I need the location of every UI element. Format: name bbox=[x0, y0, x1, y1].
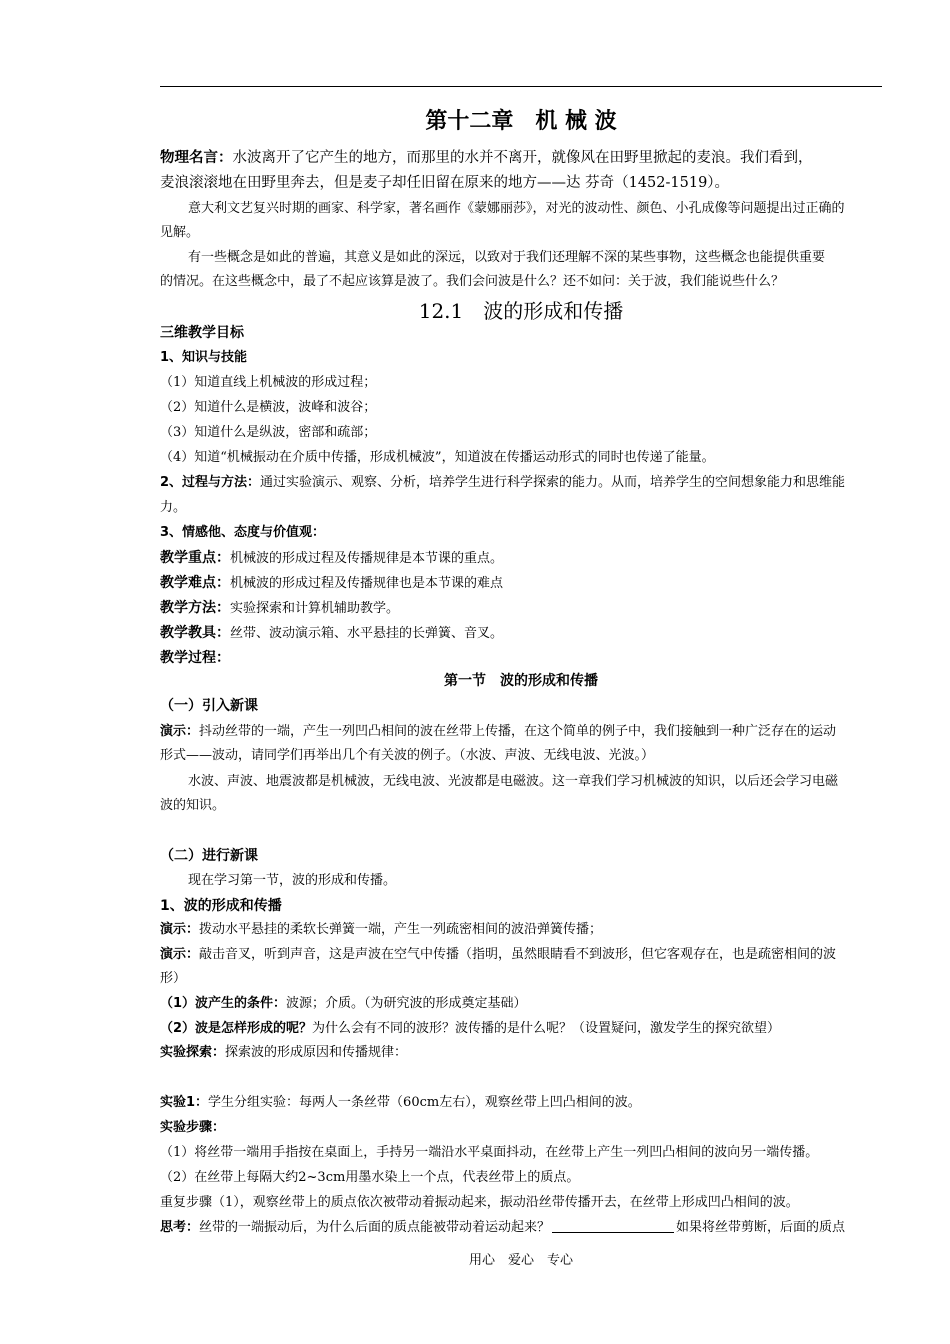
part2-sub-heading: 1、波的形成和传播 bbox=[160, 898, 282, 914]
teaching-process-label: 教学过程： bbox=[160, 650, 230, 666]
quote-line-1 bbox=[160, 146, 813, 170]
part1-para-line-2: 波的知识。 bbox=[160, 798, 226, 813]
intro-p1-line-2: 见解。 bbox=[160, 225, 200, 240]
wave-formation-question bbox=[160, 1017, 780, 1041]
teaching-difficulty-text: 机械波的形成过程及传播规律也是本节课的难点 bbox=[230, 576, 504, 591]
wave-condition bbox=[160, 992, 527, 1016]
part1-demo-label: 演示： bbox=[160, 724, 200, 739]
teaching-method-label: 教学方法： bbox=[160, 600, 230, 616]
quote-text-1: 水波离开了它产生的地方，而那里的水并不离开，就像风在田野里掀起的麦浪。我们看到， bbox=[232, 150, 813, 166]
think-text-2: 如果将丝带剪断，后面的质点 bbox=[676, 1220, 846, 1235]
experiment-repeat: 重复步骤（1），观察丝带上的质点依次被带动着振动起来，振动沿丝带传播开去，在丝带上形成凹凸相间的波。 bbox=[160, 1195, 799, 1210]
part2-demo-2-label: 演示： bbox=[160, 947, 200, 962]
teaching-key-label: 教学重点： bbox=[160, 550, 230, 566]
think-question bbox=[160, 1216, 845, 1240]
knowledge-item-3: （3）知道什么是纵波，密部和疏部； bbox=[160, 425, 377, 440]
part2-demo-1 bbox=[160, 918, 602, 942]
part2-demo-2-line-2: 形） bbox=[160, 971, 187, 986]
goals-heading: 三维教学目标 bbox=[160, 325, 244, 341]
wave-formation-label: （2）波是怎样形成的呢？ bbox=[160, 1021, 313, 1036]
intro-p2-line-2: 的情况。在这些概念中，最了不起应该算是波了。我们会问波是什么？还不如问：关于波，我们能说些什么？ bbox=[160, 274, 785, 289]
experiment-explore-text: 探索波的形成原因和传播规律： bbox=[225, 1045, 408, 1060]
experiment-1 bbox=[160, 1091, 641, 1115]
teaching-key bbox=[160, 546, 503, 571]
part2-demo-1-label: 演示： bbox=[160, 922, 200, 937]
process-line-1 bbox=[160, 471, 845, 495]
knowledge-item-4: （4）知道“机械振动在介质中传播，形成机械波”，知道波在传播运动形式的同时也传递了能量。 bbox=[160, 450, 715, 465]
part2-demo-2-text-1: 敲击音叉，听到声音，这是声波在空气中传播（指明，虽然眼睛看不到波形，但它客观存在，也是疏密相间的波 bbox=[199, 947, 837, 962]
intro-p1-line-1: 意大利文艺复兴时期的画家、科学家，著名画作《蒙娜丽莎》，对光的波动性、颜色、小孔成像等问题提出过正确的 bbox=[188, 201, 845, 216]
think-text-1: 丝带的一端振动后，为什么后面的质点能被带动着运动起来？ bbox=[199, 1220, 551, 1235]
quote-line-2: 麦浪滚滚地在田野里奔去，但是麦子却任旧留在原来的地方——达 芬奇（1452-1519）。 bbox=[160, 175, 730, 191]
wave-condition-label: （1）波产生的条件： bbox=[160, 996, 287, 1011]
chapter-title: 第十二章 机 械 波 bbox=[425, 108, 617, 134]
teaching-tools bbox=[160, 621, 503, 646]
experiment-steps-label: 实验步骤： bbox=[160, 1120, 226, 1135]
header-rule bbox=[160, 86, 882, 87]
teaching-method-text: 实验探索和计算机辅助教学。 bbox=[230, 601, 400, 616]
page-footer: 用心 爱心 专心 bbox=[468, 1253, 573, 1268]
answer-blank[interactable] bbox=[552, 1219, 674, 1233]
intro-p2-line-1: 有一些概念是如此的普遍，其意义是如此的深远，以致对于我们还理解不深的某些事物，这些概念也能提供重要 bbox=[188, 250, 826, 265]
section-title: 12.1 波的形成和传播 bbox=[418, 299, 624, 323]
process-label: 2、过程与方法： bbox=[160, 475, 261, 490]
process-text-1: 通过实验演示、观察、分析，培养学生进行科学探索的能力。从而，培养学生的空间想象能力和思维能 bbox=[260, 475, 846, 490]
wave-condition-text: 波源；介质。（为研究波的形成奠定基础） bbox=[286, 996, 527, 1011]
knowledge-item-1: （1）知道直线上机械波的形成过程； bbox=[160, 375, 377, 390]
wave-formation-text: 为什么会有不同的波形？波传播的是什么呢？（设置疑问，激发学生的探究欲望） bbox=[312, 1021, 781, 1036]
teaching-key-text: 机械波的形成过程及传播规律是本节课的重点。 bbox=[230, 551, 504, 566]
lesson-title: 第一节 波的形成和传播 bbox=[444, 673, 598, 689]
knowledge-item-2: （2）知道什么是横波，波峰和波谷； bbox=[160, 400, 377, 415]
teaching-method bbox=[160, 596, 399, 621]
teaching-tools-text: 丝带、波动演示箱、水平悬挂的长弹簧、音叉。 bbox=[230, 626, 504, 641]
part1-demo-line-1 bbox=[160, 720, 836, 744]
teaching-difficulty bbox=[160, 571, 503, 596]
experiment-explore bbox=[160, 1041, 407, 1065]
experiment-step-2: （2）在丝带上每隔大约2~3cm用墨水染上一个点，代表丝带上的质点。 bbox=[160, 1170, 580, 1185]
teaching-tools-label: 教学教具： bbox=[160, 625, 230, 641]
process-line-2: 力。 bbox=[160, 500, 187, 515]
part1-demo-line-2: 形式——波动，请同学们再举出几个有关波的例子。（水波、声波、无线电波、光波。） bbox=[160, 748, 655, 763]
experiment-1-text: 学生分组实验：每两人一条丝带（60cm左右），观察丝带上凹凸相间的波。 bbox=[208, 1095, 641, 1110]
think-label: 思考： bbox=[160, 1220, 200, 1235]
teaching-difficulty-label: 教学难点： bbox=[160, 575, 230, 591]
part1-demo-text-1: 抖动丝带的一端，产生一列凹凸相间的波在丝带上传播，在这个简单的例子中，我们接触到一种广泛存在的运动 bbox=[199, 724, 837, 739]
part2-demo-1-text: 拨动水平悬挂的柔软长弹簧一端，产生一列疏密相间的波沿弹簧传播； bbox=[199, 922, 603, 937]
experiment-step-1: （1）将丝带一端用手指按在桌面上，手持另一端沿水平桌面抖动，在丝带上产生一列凹凸相间的波向另一端传播。 bbox=[160, 1145, 819, 1160]
emotion-heading: 3、情感他、态度与价值观： bbox=[160, 525, 326, 540]
knowledge-heading: 1、知识与技能 bbox=[160, 350, 248, 365]
quote-label: 物理名言： bbox=[160, 150, 233, 166]
experiment-1-label: 实验1： bbox=[160, 1095, 209, 1110]
part1-para-line-1: 水波、声波、地震波都是机械波，无线电波、光波都是电磁波。这一章我们学习机械波的知识，以后还会学习电磁 bbox=[188, 774, 839, 789]
part2-intro: 现在学习第一节，波的形成和传播。 bbox=[188, 873, 397, 888]
part2-demo-2-line-1 bbox=[160, 943, 836, 967]
part2-heading: （二）进行新课 bbox=[160, 848, 258, 864]
experiment-explore-label: 实验探索： bbox=[160, 1045, 226, 1060]
part1-heading: （一）引入新课 bbox=[160, 698, 258, 714]
